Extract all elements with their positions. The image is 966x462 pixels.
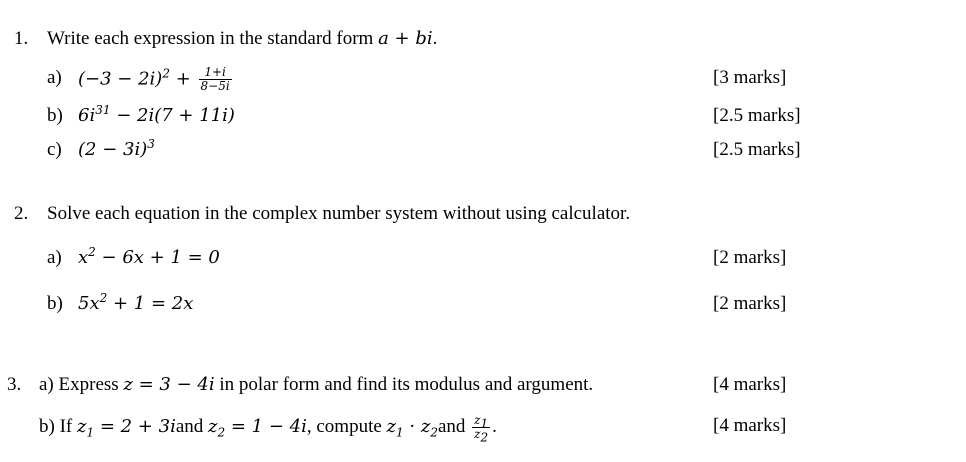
q3b-z2-val: = 1 − 4i [225, 415, 307, 437]
q3b-frac-den [472, 427, 490, 445]
q3b-z1 [76, 415, 176, 440]
q2a-label: a) [47, 247, 62, 268]
q3a-marks: [4 marks] [713, 374, 787, 395]
q1-end: . [432, 28, 438, 49]
q3b-frac-den-base: z [474, 427, 481, 441]
q3b-z2-base: z [208, 415, 218, 437]
q1c-expr: (2 − 3i) [78, 139, 148, 160]
q3b-fraction [472, 413, 490, 445]
q1a-fraction [199, 66, 232, 93]
q3b-frac-num-sub: 1 [480, 416, 489, 431]
q2a-exp: 2 [88, 245, 96, 259]
q3b-dot: · [403, 415, 421, 437]
q1b-marks: [2.5 marks] [713, 105, 801, 126]
q1a-label: a) [47, 67, 62, 88]
q3b-frac-den-sub: 2 [480, 430, 489, 445]
q3b-p1-base: z [386, 415, 397, 437]
q2-text: Solve each equation in the complex number system without using calculator. [47, 203, 631, 224]
q1a-exp: 2 [162, 66, 170, 81]
q2b-rest: + 1 = 2x [107, 293, 194, 314]
q1c-label: c) [47, 139, 62, 160]
q3a-text [39, 373, 593, 397]
q2a-rest: − 6x + 1 = 0 [95, 247, 220, 268]
q3b-text [39, 413, 497, 445]
q3-number: 3. [7, 374, 22, 395]
q3b-frac-num [472, 413, 490, 431]
q2b-lead: 5x [78, 293, 100, 314]
q1b-exp: 31 [95, 103, 111, 117]
q3b-p1-sub: 1 [396, 425, 404, 440]
q3b-p2-base: z [420, 415, 431, 437]
q3b-and1: and [175, 415, 209, 437]
q1-text: Write each expression in the standard form [47, 28, 374, 49]
q3a-expr: z = 3 − 4i [123, 374, 215, 395]
q3b-product [386, 415, 438, 440]
q1b-rest: − 2i(7 + 11i) [110, 105, 235, 126]
q3b-comma: , compute [306, 415, 387, 437]
q3a-suffix: in polar form and find its modulus and argument. [214, 374, 594, 395]
q3b-z2-sub: 2 [217, 425, 226, 440]
q3b-prefix: b) If [39, 415, 77, 437]
q1a-expression [78, 66, 234, 93]
q3b-z1-val: = 2 + 3i [94, 415, 176, 437]
q1b-expression [78, 104, 235, 128]
q3b-frac-num-base: z [474, 413, 481, 427]
q1b-label: b) [47, 105, 63, 126]
q1a-expr-left: (−3 − 2i) [78, 68, 163, 90]
q1-prompt [47, 27, 437, 51]
q1c-marks: [2.5 marks] [713, 139, 801, 160]
q1c-expression [78, 138, 155, 162]
q3b-z1-base: z [76, 415, 87, 437]
q1-number: 1. [14, 28, 29, 49]
q1a-marks: [3 marks] [713, 67, 787, 88]
q2a-x: x [78, 247, 89, 268]
q1a-frac-den: 8−5i [200, 79, 230, 93]
q1a-plus: + [169, 68, 197, 90]
q3b-marks: [4 marks] [713, 415, 787, 436]
q2-number: 2. [14, 203, 29, 224]
q3b-and2: and [437, 415, 471, 437]
q1c-exp: 3 [147, 137, 155, 151]
q1a-frac-num: 1+i [199, 66, 232, 80]
q3b-z1-sub: 1 [86, 425, 95, 440]
q3a-prefix: a) Express [39, 374, 124, 395]
q3b-p2-sub: 2 [430, 425, 438, 440]
q2b-exp: 2 [99, 291, 108, 305]
q3b-z2 [208, 415, 307, 440]
q2b-label: b) [47, 293, 63, 314]
q2a-equation [78, 246, 220, 270]
q1-form: a + bi [378, 28, 433, 49]
q2a-marks: [2 marks] [713, 247, 787, 268]
q2b-marks: [2 marks] [713, 293, 787, 314]
q3b-end: . [492, 415, 497, 437]
q1b-coef: 6i [78, 105, 96, 126]
q2b-equation [78, 292, 193, 316]
